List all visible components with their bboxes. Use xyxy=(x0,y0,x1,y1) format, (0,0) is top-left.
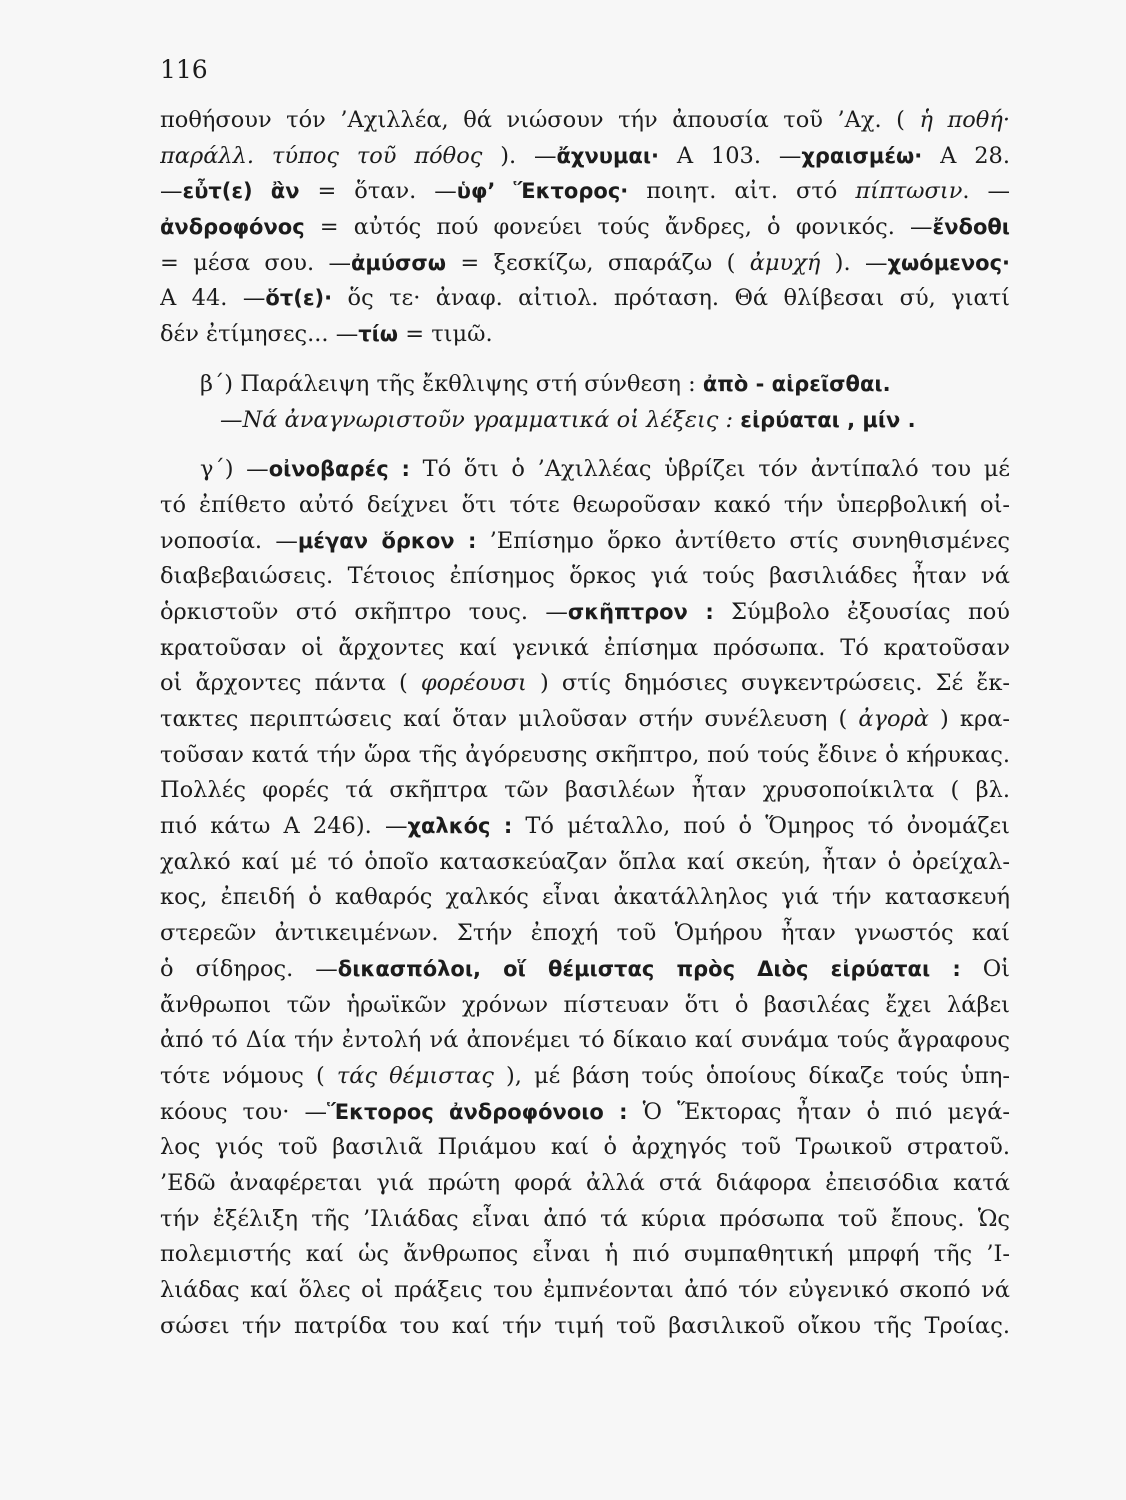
text-line xyxy=(160,1130,1010,1166)
text-segment: κρατοῦσαν οἱ ἄρχοντες καί γενικά ἐπίσημα πρόσωπα. Τό κρατοῦσαν xyxy=(160,634,1010,661)
italic-text: ἀμυχή xyxy=(749,249,821,276)
italic-text: φορέουσι xyxy=(420,670,527,697)
text-line xyxy=(160,1273,1010,1309)
text-segment: κος, ἐπειδή ὁ καθαρός χαλκός εἶναι ἀκατάλληλος γιά τήν κατασκευή xyxy=(160,884,1010,911)
text-segment: ’Επίσημο ὅρκο ἀντίθετο στίς συνηθισμένες xyxy=(476,527,1010,554)
commentary-text xyxy=(160,103,1010,1344)
text-line xyxy=(160,845,1010,881)
lemma-term: χαλκός : xyxy=(407,814,513,839)
text-line xyxy=(160,403,1010,439)
lemma-term: ὑφ’ Ἕκτορος· xyxy=(456,179,629,204)
text-segment: ) κρα- xyxy=(928,706,1010,732)
text-line xyxy=(160,1166,1010,1202)
text-segment: ) στίς δημόσιες συγκεντρώσεις. Σέ ἔκ- xyxy=(526,670,1010,697)
lemma-term: τίω xyxy=(358,322,399,347)
text-segment: πιό κάτω Α 246). — xyxy=(160,813,408,840)
text-segment: τακτες περιπτώσεις καί ὅταν μιλοῦσαν στήν συνέλευση ( xyxy=(160,706,859,732)
page-number: 116 xyxy=(160,55,208,84)
text-line xyxy=(160,246,1010,282)
text-line xyxy=(160,1095,1010,1131)
text-segment: πολεμιστής καί ὡς ἄνθρωπος εἶναι ἡ πιό συμπαθητική μπρφή τῆς ’Ι- xyxy=(160,1241,1010,1268)
text-segment: ἄνθρωποι τῶν ἡρωϊκῶν χρόνων πίστευαν ὅτι ὁ βασιλέας ἔχει λάβει xyxy=(160,991,1010,1018)
text-segment: Οἱ xyxy=(960,955,1010,982)
text-segment: ’Εδῶ ἀναφέρεται γιά πρώτη φορά ἀλλά στά διάφορα ἐπεισόδια κατά xyxy=(160,1169,1010,1196)
text-segment: διαβεβαιώσεις. Τέτοιος ἐπίσημος ὅρκος γιά τούς βασιλιάδες ἦταν νά xyxy=(160,563,1010,590)
lemma-term: ἀπὸ - αἱρεῖσθαι. xyxy=(702,371,891,396)
text-segment: ). — xyxy=(500,142,557,169)
lemma-term: ἀνδροφόνος xyxy=(160,215,305,240)
document-page xyxy=(160,55,1010,1344)
text-segment: Α 44. — xyxy=(160,285,266,312)
text-segment: κόους του· — xyxy=(160,1098,328,1125)
text-segment: γ΄) — xyxy=(200,456,269,483)
text-line xyxy=(160,524,1010,560)
lemma-term: χραισμέω· xyxy=(801,143,923,168)
text-segment: ὁρκιστοῦν στό σκῆπτρο τους. — xyxy=(160,598,568,625)
text-line xyxy=(160,702,1010,738)
text-segment: — xyxy=(160,178,183,205)
text-segment: . — xyxy=(962,178,1010,205)
text-line xyxy=(160,916,1010,952)
text-segment: ὅς τε· ἀναφ. αἰτιολ. πρόταση. Θά θλίβεσαι σύ, γιατί xyxy=(332,285,1010,312)
text-segment: στερεῶν ἀντικειμένων. Στήν ἐποχή τοῦ Ὁμήρου ἦταν γνωστός καί xyxy=(160,920,1010,947)
text-segment: σώσει τήν πατρίδα του καί τήν τιμή τοῦ βασιλικοῦ οἴκου τῆς Τροίας. xyxy=(160,1312,1010,1339)
text-segment: Ὁ Ἕκτορας ἦταν ὁ πιό μεγά- xyxy=(627,1098,1010,1125)
text-segment: Σύμβολο ἐξουσίας πού xyxy=(713,598,1010,625)
text-segment: οἱ ἄρχοντες πάντα ( xyxy=(160,670,421,697)
lemma-term: δικασπόλοι, οἵ θέμιστας πρὸς Διὸς εἰρύαται : xyxy=(337,956,961,981)
text-segment: = μέσα σου. — xyxy=(160,249,351,276)
text-segment: = ξεσκίζω, σπαράζω ( xyxy=(446,249,750,276)
text-segment: τοῦσαν κατά τήν ὥρα τῆς ἀγόρευσης σκῆπτρο, πού τούς ἔδινε ὁ κήρυκας. xyxy=(160,741,1010,768)
italic-text: πίπτωσιν xyxy=(855,178,963,205)
text-segment: ). — xyxy=(820,249,888,276)
lemma-term: ὅτ(ε)· xyxy=(265,286,333,311)
text-segment: δέν ἐτίμησες... — xyxy=(160,321,359,348)
lemma-term: οἰνοβαρές : xyxy=(268,457,410,482)
text-segment: λος γιός τοῦ βασιλιᾶ Πριάμου καί ὁ ἀρχηγός τοῦ Τρωικοῦ στρατοῦ. xyxy=(160,1134,1010,1161)
text-segment: τήν ἐξέλιξη τῆς ’Ιλιάδας εἶναι ἀπό τά κύρια πρόσωπα τοῦ ἔπους. Ὡς xyxy=(160,1205,1010,1232)
text-line xyxy=(160,595,1010,631)
text-segment: Α 103. — xyxy=(658,142,802,169)
text-line xyxy=(160,174,1010,210)
text-line xyxy=(160,1309,1010,1345)
text-line xyxy=(160,952,1010,988)
text-segment: Τό μέταλλο, πού ὁ Ὅμηρος τό ὀνομάζει xyxy=(512,813,1010,840)
text-segment: = τιμῶ. xyxy=(398,321,493,348)
lemma-term: Ἕκτορος ἀνδροφόνοιο : xyxy=(327,1099,628,1124)
lemma-term: ἀμύσσω xyxy=(350,250,447,275)
text-line xyxy=(160,1202,1010,1238)
text-line xyxy=(160,1237,1010,1273)
text-line xyxy=(160,488,1010,524)
text-segment: β΄) Παράλειψη τῆς ἔκθλιψης στή σύνθεση : xyxy=(200,370,703,397)
text-segment: χαλκό καί μέ τό ὁποῖο κατασκεύαζαν ὅπλα καί σκεύη, ἦταν ὁ ὀρείχαλ- xyxy=(160,848,1010,875)
text-segment: ποιητ. αἰτ. στό xyxy=(628,178,856,205)
text-line xyxy=(160,139,1010,175)
lemma-term: εἰρύαται , μίν . xyxy=(740,407,916,432)
lemma-term: ἄχνυμαι· xyxy=(556,143,659,168)
text-segment: ποθήσουν τόν ’Αχιλλέα, θά νιώσουν τήν ἀπουσία τοῦ ’Αχ. ( xyxy=(160,107,920,133)
text-line xyxy=(160,559,1010,595)
text-line xyxy=(160,880,1010,916)
text-line xyxy=(160,367,1010,403)
text-line xyxy=(160,773,1010,809)
text-line xyxy=(160,281,1010,317)
text-segment: Τό ὅτι ὁ ’Αχιλλέας ὑβρίζει τόν ἀντίπαλό του μέ xyxy=(409,456,1010,483)
text-line xyxy=(160,631,1010,667)
text-line xyxy=(160,317,1010,353)
text-line xyxy=(160,738,1010,774)
text-segment: νοποσία. — xyxy=(160,527,298,554)
text-segment: ), μέ βάση τούς ὁποίους δίκαζε τούς ὑπη- xyxy=(493,1062,1010,1089)
text-segment: λιάδας καί ὅλες οἱ πράξεις του ἐμπνέονται ἀπό τόν εὐγενικό σκοπό νά xyxy=(160,1277,1010,1303)
text-segment: τότε νόμους ( xyxy=(160,1062,337,1089)
text-segment: ὁ σίδηρος. — xyxy=(160,955,338,982)
text-segment: ἀπό τό Δία τήν ἐντολή νά ἀπονέμει τό δίκαιο καί συνάμα τούς ἄγραφους xyxy=(160,1027,1010,1054)
italic-text: ἀγορὰ xyxy=(858,706,929,732)
italic-text: παράλλ. τύπος τοῦ πόθος xyxy=(160,142,501,169)
italic-text: τάς θέμιστας xyxy=(336,1062,494,1089)
italic-text: —Νά ἀναγνωριστοῦν γραμματικά οἱ λέξεις : xyxy=(220,406,741,433)
text-line xyxy=(160,809,1010,845)
lemma-term: ἔνδοθι xyxy=(932,215,1010,240)
lemma-term: σκῆπτρον : xyxy=(567,599,714,624)
italic-text: ἡ ποθή· xyxy=(919,107,1010,133)
text-segment: τό ἐπίθετο αὐτό δείχνει ὅτι τότε θεωροῦσαν κακό τήν ὑπερβολική οἰ- xyxy=(160,491,1010,518)
text-line xyxy=(160,452,1010,488)
text-segment: Πολλές φορές τά σκῆπτρα τῶν βασιλέων ἦταν χρυσοποίκιλτα ( βλ. xyxy=(160,777,1010,804)
text-line xyxy=(160,666,1010,702)
text-line xyxy=(160,1023,1010,1059)
text-segment: = αὐτός πού φονεύει τούς ἄνδρες, ὁ φονικός. — xyxy=(304,214,933,241)
text-line xyxy=(160,210,1010,246)
lemma-term: χωόμενος· xyxy=(887,250,1010,275)
lemma-term: εὖτ(ε) ἂν xyxy=(182,179,300,204)
text-segment: = ὅταν. — xyxy=(299,178,457,205)
text-line xyxy=(160,1059,1010,1095)
text-line xyxy=(160,103,1010,139)
text-segment: Α 28. xyxy=(922,142,1010,169)
lemma-term: μέγαν ὅρκον : xyxy=(297,528,477,553)
text-line xyxy=(160,988,1010,1024)
